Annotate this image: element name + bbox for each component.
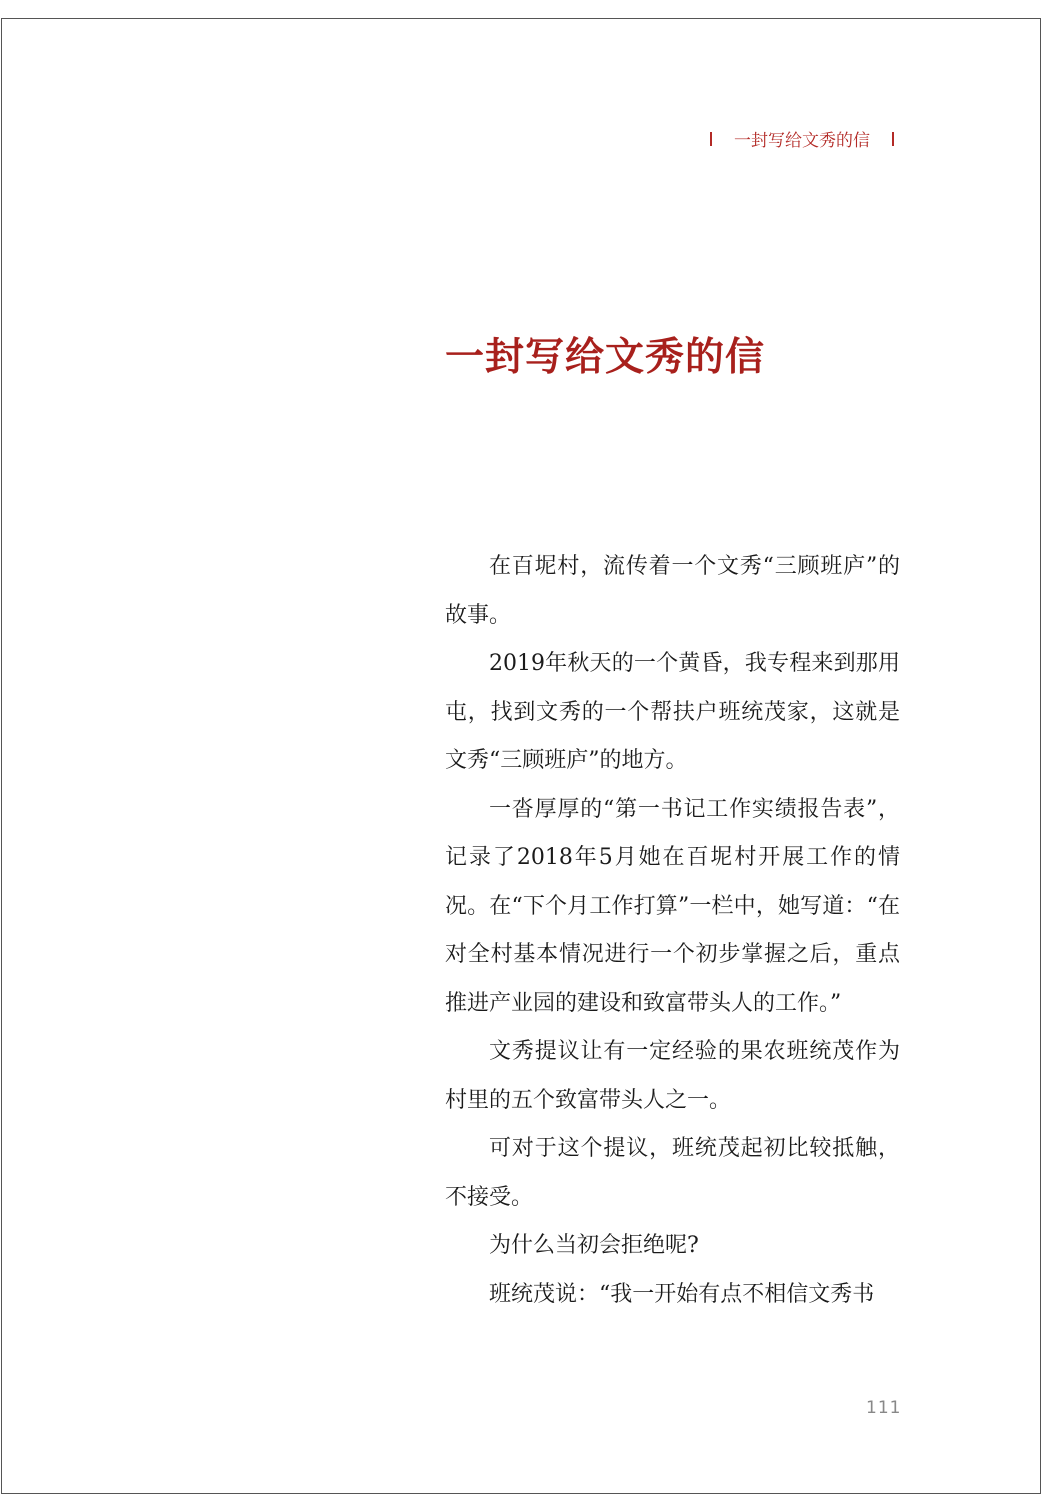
paragraph: 2019年秋天的一个黄昏，我专程来到那用屯，找到文秀的一个帮扶户班统茂家，这就是文秀“三顾班庐”的地方。 — [445, 651, 900, 773]
paragraph: 班统茂说：“我一开始有点不相信文秀书 — [489, 1281, 875, 1307]
body-text — [445, 543, 900, 1319]
paragraph: 可对于这个提议，班统茂起初比较抵触，不接受。 — [445, 1136, 900, 1210]
paragraph: 文秀提议让有一定经验的果农班统茂作为村里的五个致富带头人之一。 — [445, 1039, 900, 1113]
page-number: 111 — [866, 1398, 902, 1418]
chapter-title: 一封写给文秀的信 — [445, 334, 766, 380]
paragraph: 为什么当初会拒绝呢? — [489, 1233, 699, 1258]
paragraph: 在百坭村，流传着一个文秀“三顾班庐”的故事。 — [445, 554, 900, 628]
running-header-title: 一封写给文秀的信 — [734, 131, 870, 151]
header-left-bar — [710, 132, 712, 146]
running-header — [710, 126, 894, 151]
paragraph: 一沓厚厚的“第一书记工作实绩报告表”，记录了2018年5月她在百坭村开展工作的情况。在“下个月工作打算”一栏中，她写道：“在对全村基本情况进行一个初步掌握之后，重点推进产业园的建设和致富带头人的工作。” — [445, 796, 900, 1016]
header-right-bar — [892, 132, 894, 146]
